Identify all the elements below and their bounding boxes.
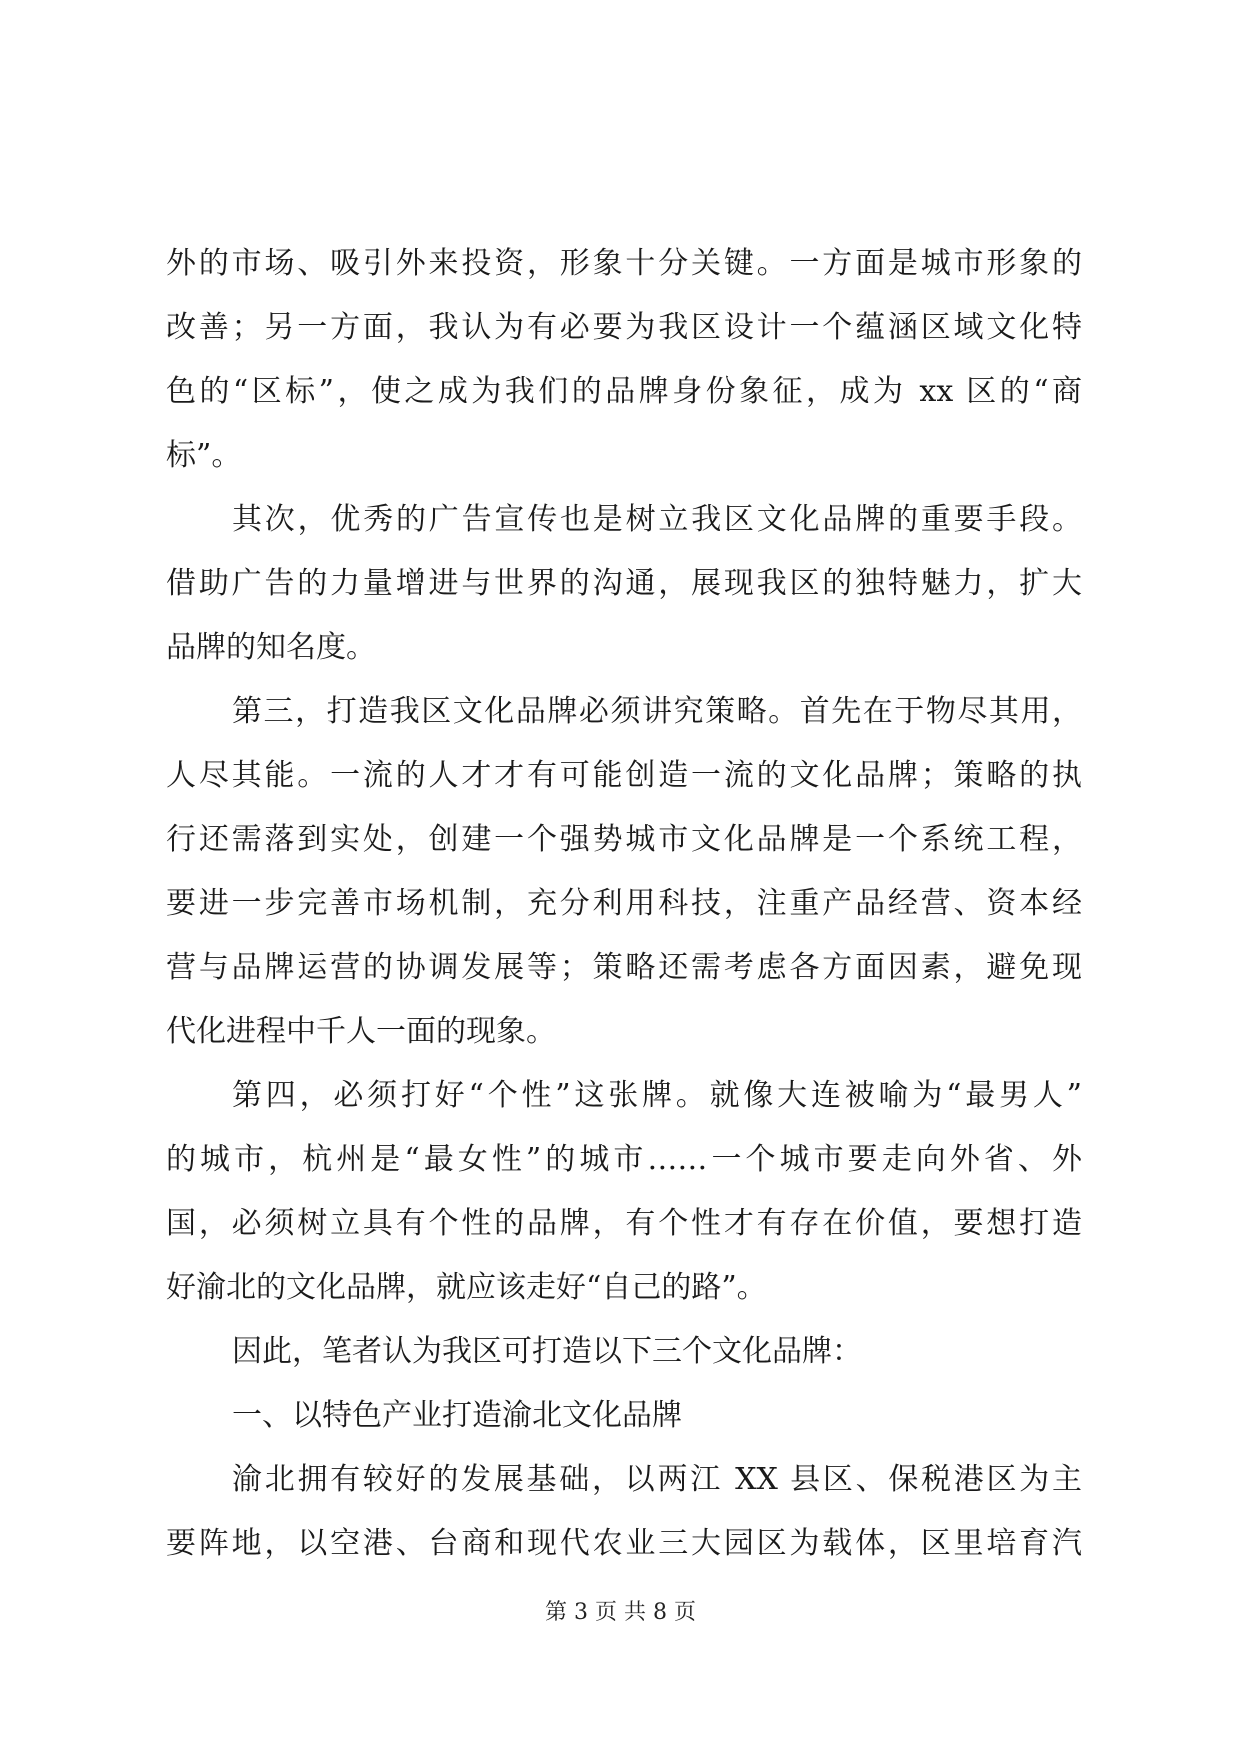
body-text — [166, 232, 1082, 1576]
text-line: 营与品牌运营的协调发展等；策略还需考虑各方面因素，避免现 — [166, 950, 1082, 985]
text-line: 要进一步完善市场机制，充分利用科技，注重产品经营、资本经 — [166, 886, 1082, 921]
text-line: 代化进程中千人一面的现象。 — [166, 1014, 556, 1049]
paragraph-start-line: 因此，笔者认为我区可打造以下三个文化品牌： — [232, 1334, 862, 1369]
text-line: 的城市，杭州是“最女性”的城市……一个城市要走向外省、外 — [166, 1142, 1082, 1177]
text-line: 外的市场、吸引外来投资，形象十分关键。一方面是城市形象的 — [166, 246, 1082, 281]
page-footer: 第 3 页 共 8 页 — [545, 1600, 696, 1625]
text-line: 好渝北的文化品牌，就应该走好“自己的路”。 — [166, 1270, 767, 1305]
text-line: 品牌的知名度。 — [166, 630, 376, 665]
text-line: 色的“区标”，使之成为我们的品牌身份象征，成为 xx 区的“商 — [166, 374, 1082, 409]
text-line: 行还需落到实处，创建一个强势城市文化品牌是一个系统工程， — [166, 822, 1082, 857]
text-line: 要阵地，以空港、台商和现代农业三大园区为载体，区里培育汽 — [166, 1526, 1082, 1561]
text-line: 借助广告的力量增进与世界的沟通，展现我区的独特魅力，扩大 — [166, 566, 1082, 601]
text-line: 改善；另一方面，我认为有必要为我区设计一个蕴涵区域文化特 — [166, 310, 1082, 345]
text-line: 标”。 — [166, 438, 242, 473]
paragraph-start-line: 渝北拥有较好的发展基础，以两江 XX 县区、保税港区为主 — [232, 1462, 1082, 1497]
paragraph-start-line: 第四，必须打好“个性”这张牌。就像大连被喻为“最男人” — [232, 1078, 1082, 1113]
paragraph-start-line: 第三，打造我区文化品牌必须讲究策略。首先在于物尽其用， — [232, 694, 1082, 729]
section-heading: 一、以特色产业打造渝北文化品牌 — [232, 1398, 682, 1433]
text-line: 人尽其能。一流的人才才有可能创造一流的文化品牌；策略的执 — [166, 758, 1082, 793]
text-line: 国，必须树立具有个性的品牌，有个性才有存在价值，要想打造 — [166, 1206, 1082, 1241]
paragraph-start-line: 其次，优秀的广告宣传也是树立我区文化品牌的重要手段。 — [232, 502, 1082, 537]
